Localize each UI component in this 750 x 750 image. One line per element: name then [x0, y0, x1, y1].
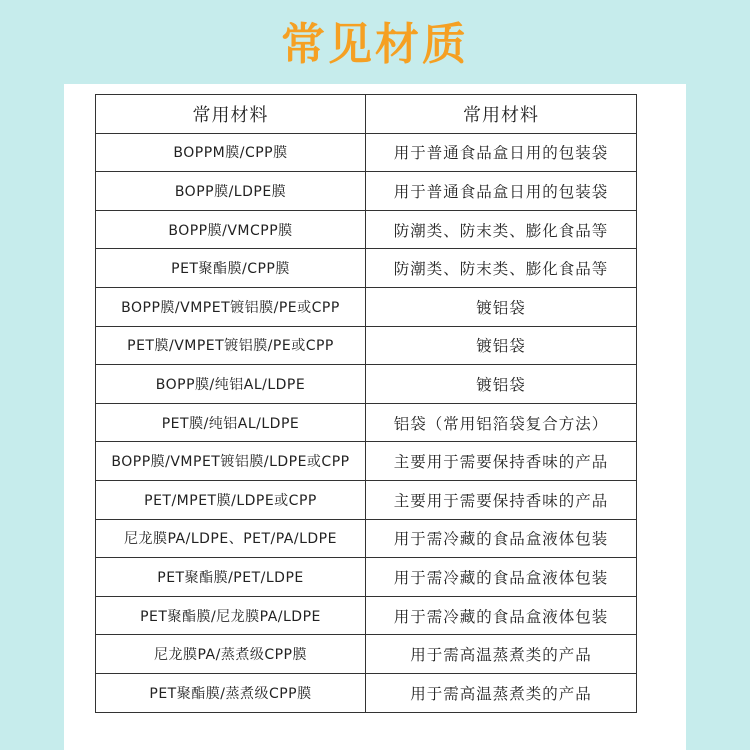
table-row [96, 596, 637, 635]
usage-cell: 用于需高温蒸煮类的产品 [366, 635, 637, 674]
material-cell: PET聚酯膜/CPP膜 [96, 249, 366, 288]
material-cell: 尼龙膜PA/LDPE、PET/PA/LDPE [96, 519, 366, 558]
usage-cell: 防潮类、防末类、膨化食品等 [366, 210, 637, 249]
table-row [96, 442, 637, 481]
material-cell: PET聚酯膜/尼龙膜PA/LDPE [96, 596, 366, 635]
materials-table [95, 94, 637, 713]
table-header-row [96, 95, 637, 134]
material-cell: BOPPM膜/CPP膜 [96, 133, 366, 172]
material-cell: 尼龙膜PA/蒸煮级CPP膜 [96, 635, 366, 674]
material-cell: PET聚酯膜/PET/LDPE [96, 558, 366, 597]
table-row [96, 287, 637, 326]
material-cell: PET膜/纯铝AL/LDPE [96, 403, 366, 442]
usage-cell: 铝袋（常用铝箔袋复合方法） [366, 403, 637, 442]
material-cell: BOPP膜/VMPET镀铝膜/PE或CPP [96, 287, 366, 326]
material-cell: BOPP膜/VMPET镀铝膜/LDPE或CPP [96, 442, 366, 481]
table-row [96, 403, 637, 442]
usage-cell: 用于普通食品盒日用的包装袋 [366, 172, 637, 211]
material-cell: BOPP膜/纯铝AL/LDPE [96, 365, 366, 404]
material-cell: PET聚酯膜/蒸煮级CPP膜 [96, 673, 366, 712]
usage-cell: 镀铝袋 [366, 365, 637, 404]
usage-cell: 主要用于需要保持香味的产品 [366, 480, 637, 519]
material-cell: PET膜/VMPET镀铝膜/PE或CPP [96, 326, 366, 365]
usage-cell: 主要用于需要保持香味的产品 [366, 442, 637, 481]
usage-cell: 镀铝袋 [366, 326, 637, 365]
usage-cell: 用于普通食品盒日用的包装袋 [366, 133, 637, 172]
usage-cell: 用于需冷藏的食品盒液体包装 [366, 596, 637, 635]
material-cell: PET/MPET膜/LDPE或CPP [96, 480, 366, 519]
usage-cell: 镀铝袋 [366, 287, 637, 326]
table-row [96, 326, 637, 365]
column-header-material: 常用材料 [96, 95, 366, 134]
page-title: 常见材质 [281, 19, 469, 70]
table-row [96, 635, 637, 674]
usage-cell: 用于需冷藏的食品盒液体包装 [366, 558, 637, 597]
table-row [96, 133, 637, 172]
material-cell: BOPP膜/LDPE膜 [96, 172, 366, 211]
table-row [96, 172, 637, 211]
table-row [96, 673, 637, 712]
usage-cell: 用于需冷藏的食品盒液体包装 [366, 519, 637, 558]
table-row [96, 210, 637, 249]
usage-cell: 用于需高温蒸煮类的产品 [366, 673, 637, 712]
usage-cell: 防潮类、防末类、膨化食品等 [366, 249, 637, 288]
table-row [96, 365, 637, 404]
table-row [96, 558, 637, 597]
column-header-usage: 常用材料 [366, 95, 637, 134]
table-row [96, 519, 637, 558]
material-cell: BOPP膜/VMCPP膜 [96, 210, 366, 249]
table-row [96, 249, 637, 288]
table-row [96, 480, 637, 519]
